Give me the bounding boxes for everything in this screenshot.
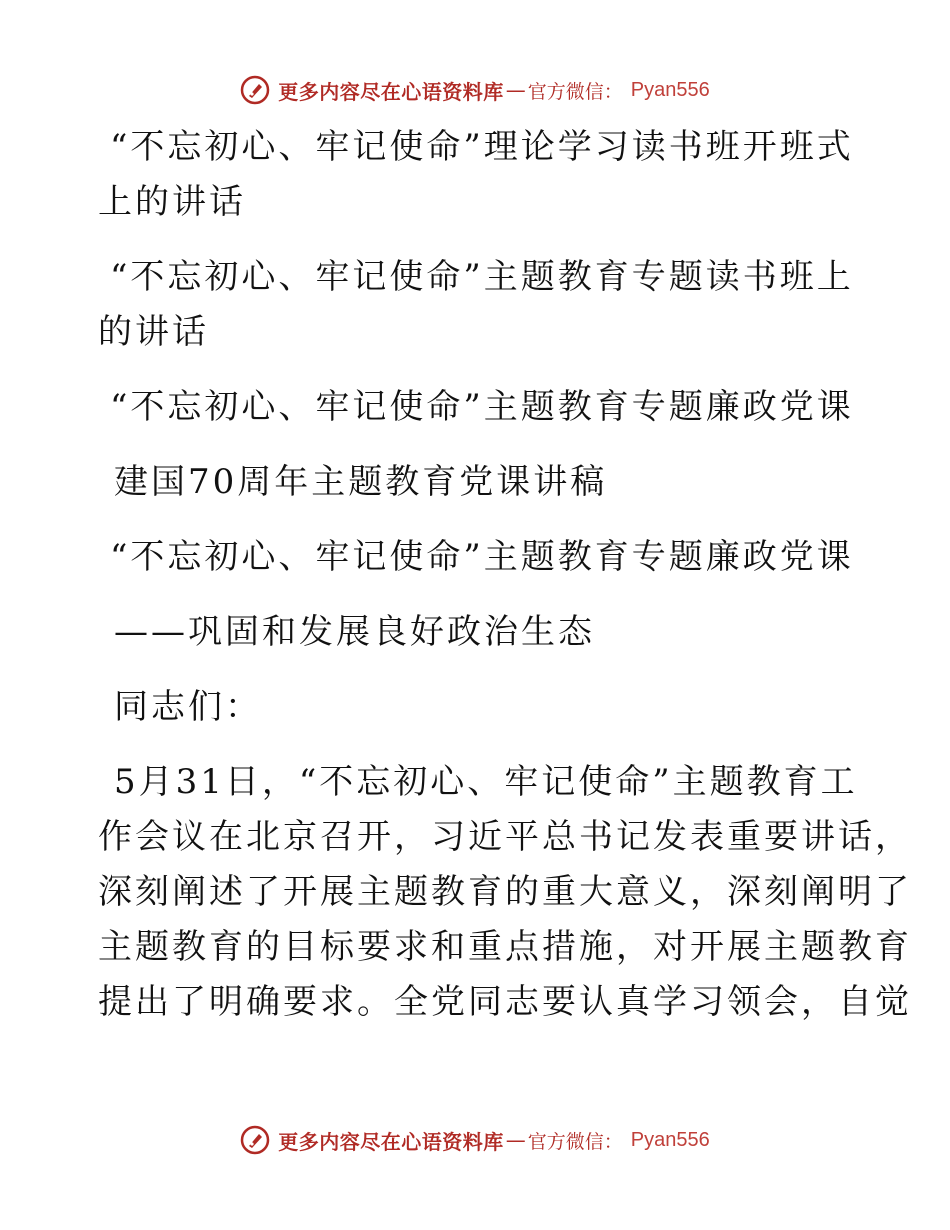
body-paragraph [98, 755, 912, 1030]
banner-dash: — [505, 1128, 526, 1152]
banner-site-text: 更多内容尽在心语资料库 [278, 1129, 504, 1154]
salutation: 同志们： [114, 687, 262, 727]
body-line: 深刻阐述了开展主题教育的重大意义，深刻阐明了 [98, 872, 912, 912]
title-4: 建国70周年主题教育党课讲稿 [114, 462, 608, 502]
title-2-line-1: “不忘初心、牢记使命”主题教育专题读书班上 [110, 257, 854, 297]
body-line: 主题教育的目标要求和重点措施，对开展主题教育 [98, 927, 912, 967]
body-line: 提出了明确要求。全党同志要认真学习领会，自觉 [98, 982, 912, 1022]
title-block-4 [98, 455, 858, 510]
banner-wechat-label: 官方微信： [527, 1130, 623, 1153]
pen-nib-logo-icon [240, 1125, 270, 1155]
title-block-3 [98, 380, 858, 435]
body-line: 作会议在北京召开，习近平总书记发表重要讲话， [98, 817, 912, 857]
subtitle: ——巩固和发展良好政治生态 [114, 612, 595, 652]
footer-watermark-banner [0, 1120, 950, 1160]
banner-dash: — [505, 78, 526, 102]
title-1-line-1: “不忘初心、牢记使命”理论学习读书班开班式 [110, 127, 854, 167]
subtitle-block [98, 605, 858, 660]
banner-site-text: 更多内容尽在心语资料库 [278, 79, 504, 104]
salutation-block [98, 680, 858, 735]
body-line: 5月31日，“不忘初心、牢记使命”主题教育工 [114, 762, 858, 802]
pen-nib-logo-icon [240, 75, 270, 105]
title-block-5 [98, 530, 858, 585]
title-block-1 [98, 120, 858, 230]
header-watermark-banner [0, 70, 950, 110]
title-3: “不忘初心、牢记使命”主题教育专题廉政党课 [110, 387, 854, 427]
document-body [98, 120, 912, 1050]
title-block-2 [98, 250, 858, 360]
banner-wechat-id: Pyan556 [630, 78, 710, 101]
banner-wechat-id: Pyan556 [630, 1128, 710, 1151]
title-5: “不忘初心、牢记使命”主题教育专题廉政党课 [110, 537, 854, 577]
title-2-line-2: 的讲话 [98, 312, 209, 352]
title-1-line-2: 上的讲话 [98, 182, 246, 222]
banner-wechat-label: 官方微信： [527, 80, 623, 103]
